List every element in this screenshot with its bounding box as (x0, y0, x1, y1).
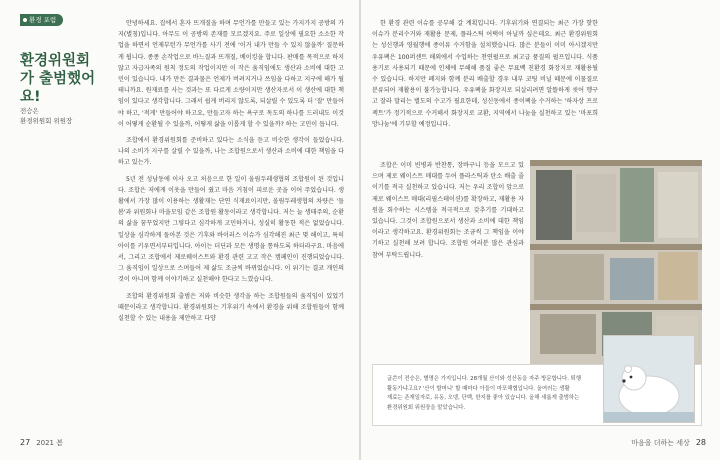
paragraph: 안녕하세요. 집에서 혼자 뜨개질을 하며 무언가를 만들고 있는 가지가지 공방의 가지(별칭)입니다. 아무도 이 공방의 존재를 모르겠지요. 주로 일상에 필요한 소소한 작업을 하면서 언제부턴가 무언가를 사기 전에 '이거 내가 만들 수 있지 않을까' 질문하게 됩니다. 종종 손작업으로 바느질과 뜨개질, 베이킹을 합니다. 판매를 목적으로 하지 않고 자급자족의 원칙 정도의 작업이지만 이 작은 움직임에도 생산과 소비에 대한 고민이 있습니다. 내가 만든 결과물은 언제가 버려지거나 쓰임을 다하고 지구에 해가 될 테니까요. 원재료를 사는 것과는 또 다르게 소량이지만 생산자로서 이 생산에 대한 책임이 있다고 생각합니다. 그래서 쉽게 버리지 않도록, 되살릴 수 있도록 더 '잘' 만들어야 하고, '적게' 만들어야 하고요, 만들고자 하는 욕구로 독도의 하나를 드러내도 이것이 어떻게 순환될 수 있을까, 어떻게 삶을 이롭게 할 수 있을까? 하는 고민이 듭니다. (118, 20, 344, 128)
shelf-board (530, 304, 702, 310)
polar-bear-photo (603, 335, 695, 423)
photo-object (610, 258, 654, 300)
author-role: 환경위원회 위원장 (20, 117, 73, 125)
photo-object (620, 168, 654, 242)
paragraph: 한 환경 관련 이슈를 공부해 갈 계획입니다. 기후위기와 연결되는 최근 가장 핫한 이슈가 분리수거와 재활용 문제, 플라스틱 어택이 아닐까 싶은데요. 최근 환경위원회는 성신행과 영월행에 종이류 수거함을 설치했습니다. 많은 분들이 이미 아시겠지만 우유팩은 100퍼센트 해외에서 수입하는 천연펄프로 최고급 품질의 펄프입니다. 식품 용기로 사용되기 때문에 인체에 무해해 품질 좋은 무표백 친환경 화장지로 재활용될 수 있습니다. 하지만 폐지와 함께 분리 배출할 경우 내부 코팅 비닐 때문에 이물질로 분류되어 재활용이 불가능합니다. 우유팩을 화장지로 되살리려면 알뜰하게 씻어 헹구고 잘라 말리는 별도의 수고가 필요한데, 성신동에서 종이팩을 수거하는 '하자상 프로젝트'가 정기적으로 수거해서 화장지로 교환, 지역에서 나눔을 실천하고 있는 '마포희망나눔'에 기부할 예정입니다. (372, 20, 598, 128)
section-tag: 환경 포럼 (20, 14, 63, 26)
photo-object (540, 314, 596, 354)
issue-date: 2021 봄 (36, 439, 63, 447)
photo-object (534, 254, 604, 300)
paragraph: 조합의 환경위원회 출범은 저와 비슷한 생각을 하는 조합원들의 움직임이 있었기 때문이라고 생각합니다. 환경위원회는 기후위기 속에서 환경을 위해 조합원들이 함께 실천할 수 있는 내용을 제안하고 다양 (118, 292, 344, 323)
page-number: 28 (695, 438, 706, 447)
article-title: 환경위원회가 출범했어요! (20, 53, 96, 105)
polar-bear-icon (604, 336, 694, 422)
caption-line: 글쓴이 전승은, 별명은 가지입니다. 28개월 산이와 성산동을 자주 방문합니다. 퇴행 (387, 376, 582, 382)
paragraph: 조합은 이미 빈병과 반찬통, 장바구니 등을 모으고 있으며 제로 웨이스트 매대를 두어 플라스틱과 탄소 배출 줄이기를 적극 실천하고 있습니다. 저는 우리 조합이 앞으로 제로 웨이스트 매대(리필스테이션)를 확장하고, 재활용 자원을 회수하는 시스템을 적극적으로 갖추기를 기대하고 있습니다. 그것이 조합원으로서 생산과 소비에 대한 책임이라고 생각하고요. 환경위원회는 조금씩 그 책임을 이야기하고 실천해 보려 합니다. 조합원 여러분 많은 관심과 참여 부탁드립니다. (372, 162, 524, 259)
shelf-board (530, 160, 702, 166)
author-block (20, 106, 72, 126)
body-column-3 (372, 160, 524, 261)
caption-line: 재료는 존재일자로, 유동, 오뎅, 단백, 한지를 좋아 있습니다. 올해 새롭게 출범하는 (387, 395, 580, 402)
caption-line: 활동가냐고요? '산이 할머니' 할 때마다 아들이 마포해협입니다. 올여러는 생활 (387, 385, 570, 392)
author-caption-box (372, 364, 702, 426)
author-name: 전승은 (20, 107, 39, 115)
caption-text (387, 375, 589, 413)
publication-label: 마음을 더하는 세상 (631, 439, 690, 447)
photo-object (536, 170, 572, 240)
shelf-board (530, 244, 702, 250)
footer-right (631, 438, 706, 448)
left-page (0, 0, 359, 460)
page-number: 27 (20, 438, 31, 447)
paragraph: 조합에서 환경위원회를 준비하고 있다는 소식을 듣고 비슷한 생각이 들었습니다. 나의 소비가 지구를 살릴 수 있을까, 나는 조합원으로서 생산과 소비에 대한 책임을 다하고 있는가. (118, 137, 344, 167)
photo-object (576, 174, 616, 232)
footer-left (20, 438, 63, 448)
caption-line: 환경위원회 위원장을 맡았습니다. (387, 404, 466, 411)
body-column-2 (372, 18, 598, 130)
paragraph: 5년 전 성남동에 이사 오고 처음으로 한 일이 올림두레생협의 조합원이 된 것입니다. 조합은 저에게 이웃을 만들어 줬고 마음 거침이 피로운 곳을 이어 주었습니다. 생활에서 가장 많이 이용하는 생활재는 단연 식재료이지만, 올림두레생협의 차량은 '돌봄'과 위원회나 마을모임 같은 조합원 활동이라고 생각합니다. 저는 늘 생태주의, 순환의 삶을 꿈꾸었지만 그렇다고 심각하게 고민하거나, 성실히 활동한 적은 없었습니다. 일상을 심각하게 돌아본 것은 기후와 바이러스 이슈가 심각해진 최근 몇 해이고, 특히 아이를 키우면서부터입니다. 아이는 더딘과 모든 생명을 통하도록 하더라구요. 마음에서, 그리고 조합에서 제로웨이스트와 환경 관련 고고 작은 캠페인이 진행되었습니다. 그 움직임이 일상으로 스며들어 제 삶도 조금씩 바뀌었습니다. 이 위기는 결코 개인의 것이 아니며 함께 이야기하고 실천해야 한다고 느꼈습니다. (118, 175, 344, 284)
body-column-1 (118, 18, 344, 324)
photo-object (658, 252, 698, 300)
photo-object (658, 172, 698, 238)
